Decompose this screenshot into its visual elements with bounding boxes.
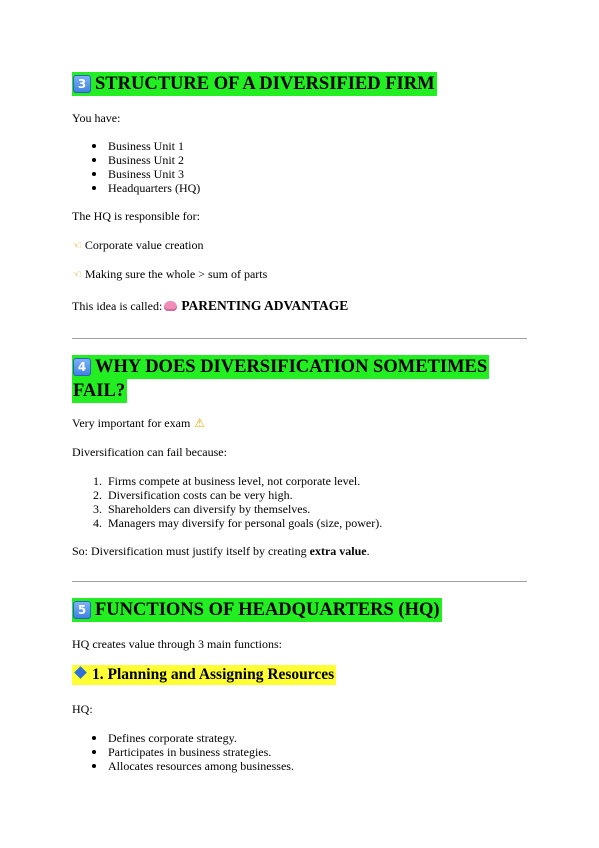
extra-value-term: extra value bbox=[309, 544, 367, 558]
bullet-dot bbox=[92, 764, 96, 768]
section-4-heading-line2 bbox=[72, 379, 127, 403]
list-item: Business Unit 2 bbox=[108, 153, 185, 167]
list-item: Headquarters (HQ) bbox=[108, 181, 201, 195]
section-5-heading bbox=[72, 598, 442, 622]
section-5-title: FUNCTIONS OF HEADQUARTERS (HQ) bbox=[95, 600, 440, 620]
conclusion-suffix: . bbox=[366, 544, 370, 558]
list-item: Defines corporate strategy. bbox=[108, 731, 237, 745]
list-item: Participates in business strategies. bbox=[108, 745, 272, 759]
important-text: Very important for exam bbox=[72, 416, 191, 430]
subsection-1-heading bbox=[72, 665, 336, 685]
bullet-dot bbox=[92, 158, 96, 162]
warning-icon: ⚠ bbox=[194, 416, 206, 430]
idea-prefix: This idea is called: bbox=[72, 299, 163, 313]
pointing-hand-icon: ☜ bbox=[72, 268, 82, 281]
list-number: 1. bbox=[93, 474, 102, 488]
bullet-dot bbox=[92, 186, 96, 190]
section-divider bbox=[72, 338, 527, 339]
list-item: Managers may diversify for personal goals (size, power). bbox=[108, 516, 383, 530]
pointing-hand-icon: ☜ bbox=[72, 239, 82, 252]
section-5-intro: HQ creates value through 3 main functions: bbox=[72, 637, 282, 651]
fail-intro: Diversification can fail because: bbox=[72, 445, 227, 459]
keycap-3-icon: 3 bbox=[73, 75, 91, 93]
point-corporate-value bbox=[72, 238, 204, 253]
list-item: Firms compete at business level, not corporate level. bbox=[108, 474, 361, 488]
list-item: Business Unit 3 bbox=[108, 167, 185, 181]
bullet-dot bbox=[92, 736, 96, 740]
list-item: Allocates resources among businesses. bbox=[108, 759, 294, 773]
conclusion-prefix: So: Diversification must justify itself by creating bbox=[72, 544, 310, 558]
blue-diamond-icon bbox=[74, 666, 87, 679]
list-number: 3. bbox=[93, 502, 102, 516]
point-text: Making sure the whole > sum of parts bbox=[84, 267, 268, 281]
parenting-advantage-term: PARENTING ADVANTAGE bbox=[181, 298, 349, 313]
section-4-title-line1: WHY DOES DIVERSIFICATION SOMETIMES bbox=[95, 357, 488, 377]
section-3-heading bbox=[72, 72, 437, 96]
section-3-title: STRUCTURE OF A DIVERSIFIED FIRM bbox=[95, 74, 435, 94]
list-number: 2. bbox=[93, 488, 102, 502]
section-divider bbox=[72, 581, 527, 582]
list-item: Business Unit 1 bbox=[108, 139, 185, 153]
section-4-title-line2: FAIL? bbox=[73, 381, 126, 401]
hq-responsible-text: The HQ is responsible for: bbox=[72, 209, 200, 223]
list-item: Diversification costs can be very high. bbox=[108, 488, 293, 502]
brain-icon bbox=[164, 301, 177, 311]
section-3-intro: You have: bbox=[72, 111, 121, 125]
conclusion-line bbox=[72, 544, 370, 558]
subsection-1-title: 1. Planning and Assigning Resources bbox=[92, 666, 335, 683]
hq-label: HQ: bbox=[72, 702, 93, 716]
list-number: 4. bbox=[93, 516, 102, 530]
point-whole-sum bbox=[72, 267, 267, 282]
important-note bbox=[72, 416, 205, 430]
bullet-dot bbox=[92, 750, 96, 754]
idea-line bbox=[72, 298, 348, 314]
list-item: Shareholders can diversify by themselves. bbox=[108, 502, 311, 516]
bullet-dot bbox=[92, 172, 96, 176]
keycap-5-icon: 5 bbox=[73, 601, 91, 619]
bullet-dot bbox=[92, 144, 96, 148]
keycap-4-icon: 4 bbox=[73, 358, 91, 376]
section-4-heading bbox=[72, 355, 489, 379]
point-text: Corporate value creation bbox=[84, 238, 204, 252]
